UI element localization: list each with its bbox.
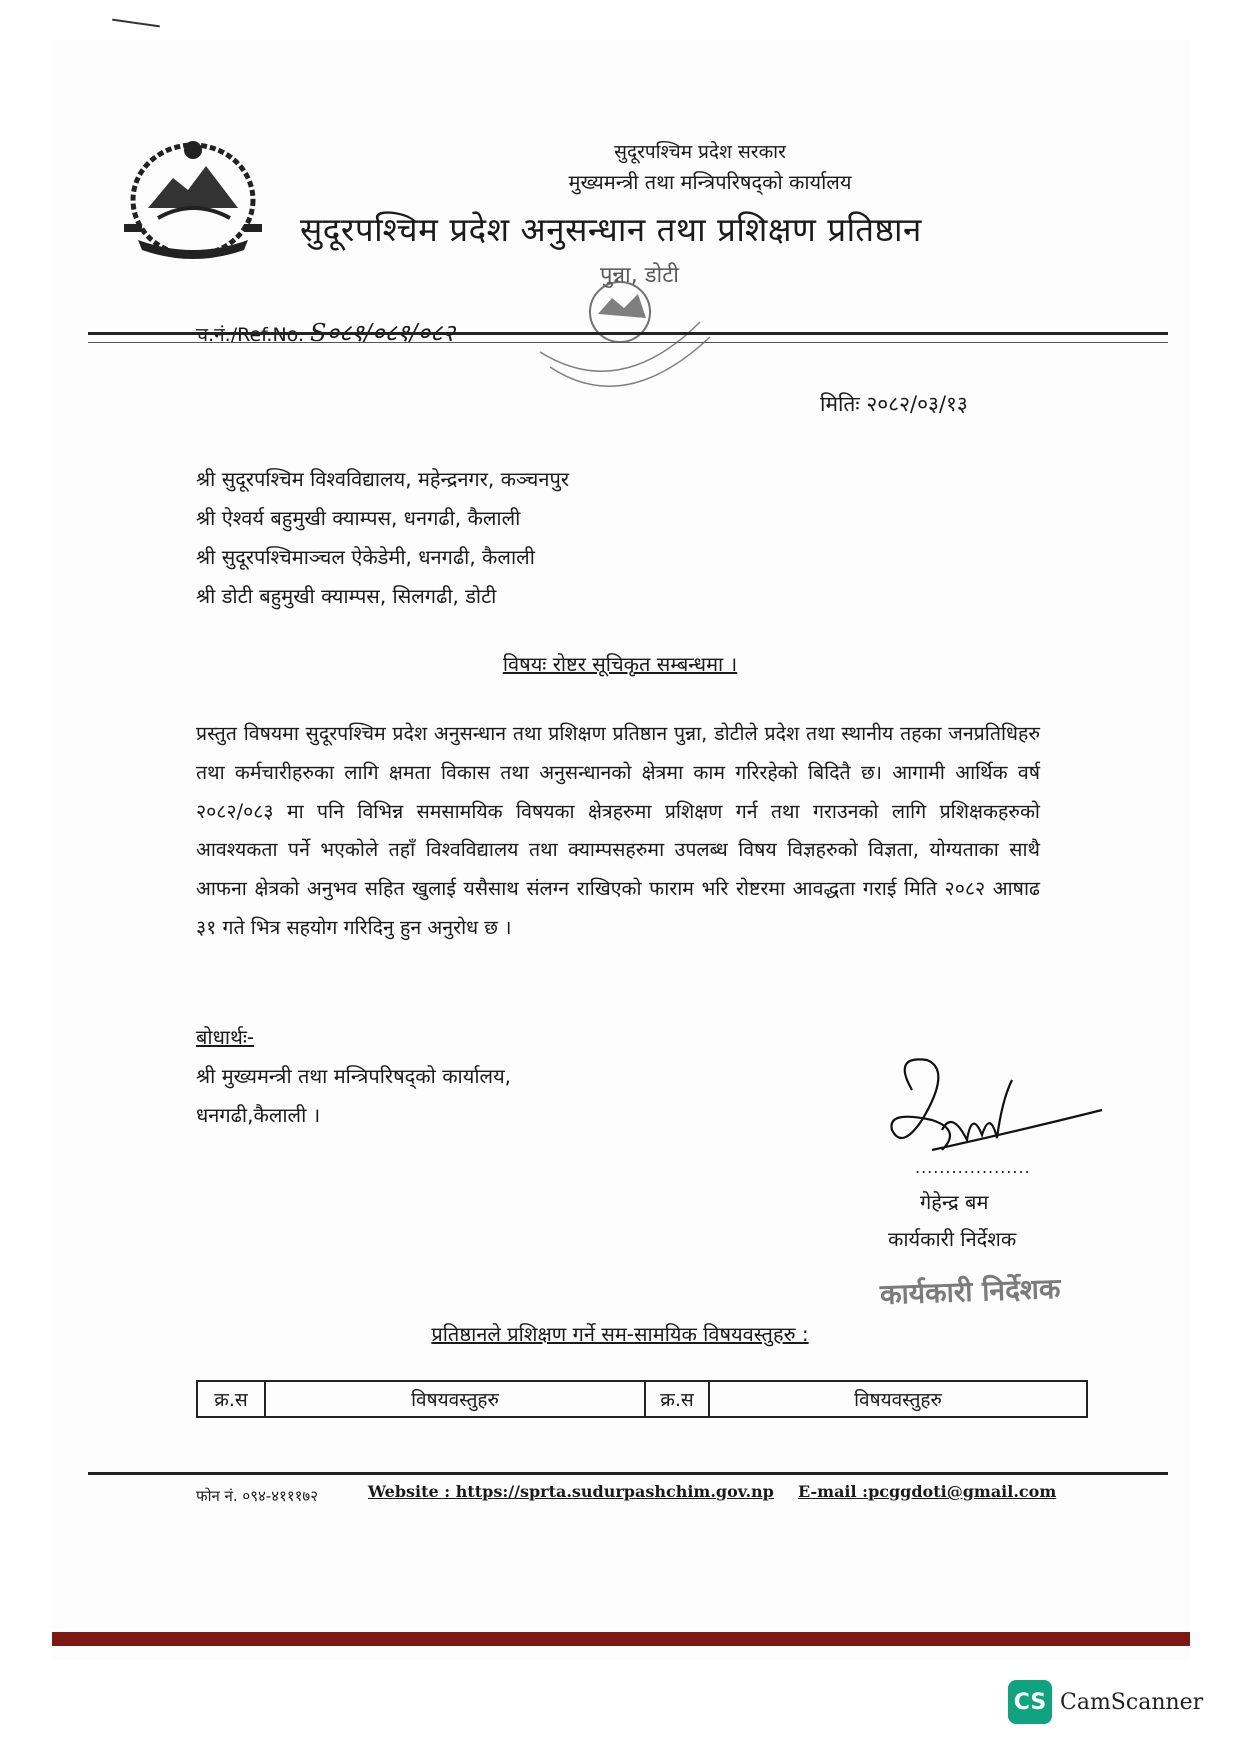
office-name: मुख्यमन्त्री तथा मन्त्रिपरिषद्को कार्यालय [568, 170, 852, 194]
footer-email-link[interactable]: E-mail :pcggdoti@gmail.com [798, 1482, 1057, 1501]
signatory-title: कार्यकारी निर्देशक [888, 1227, 1017, 1251]
cc-line: धनगढी,कैलाली । [196, 1103, 321, 1127]
header-divider [88, 332, 1168, 335]
institute-name: सुदूरपश्चिम प्रदेश अनुसन्धान तथा प्रशिक्षण प्रतिष्ठान [300, 210, 922, 249]
letter-body: प्रस्तुत विषयमा सुदूरपश्चिम प्रदेश अनुसन्धान तथा प्रशिक्षण प्रतिष्ठान पुन्ना, डोटीले प्रदेश तथा स्थानीय तहका जनप्रतिधिहरु तथा कर्मचारीहरुका लागि क्षमता विकास तथा अनुसन्धानको क्षेत्रमा काम गरिरहेको बिदितै छ। आगामी आर्थिक वर्ष २०८२/०८३ मा पनि विभिन्न समसामयिक विषयका क्षेत्रहरुमा प्रशिक्षण गर्न तथा गराउनको लागि प्रशिक्षकहरुको आवश्यकता पर्ने भएकोले तहाँ विश्वविद्यालय तथा क्याम्पसहरुमा उपलब्ध विषय विज्ञहरुको विज्ञता, योग्यताका साथै आफना क्षेत्रको अनुभव सहित खुलाई यसैसाथ संलग्न राखिएको फाराम भरि रोष्टरमा आवद्धता गराई मिति २०८२ आषाढ ३१ गते भित्र सहयोग गरिदिनु हुन अनुरोध छ । [196, 722, 1040, 939]
footer-divider [88, 1472, 1168, 1475]
topics-heading-text: प्रतिष्ठानले प्रशिक्षण गर्ने सम-सामयिक विषयवस्तुहरु : [431, 1322, 809, 1346]
footer-phone: फोन नं. ०९४-४१११७२ [196, 1487, 319, 1505]
corner-mark [112, 19, 160, 28]
letter-date [820, 390, 968, 418]
topics-heading [0, 1320, 1240, 1347]
header-divider-thin [88, 342, 1168, 343]
table-header-cell: क्र.स [198, 1382, 266, 1416]
topics-table-header [196, 1380, 1088, 1418]
svg-text:पुन्ना, डोटी: पुन्ना, डोटी [600, 263, 679, 288]
designation-stamp: कार्यकारी निर्देशक [879, 1271, 1061, 1312]
cc-line: श्री मुख्यमन्त्री तथा मन्त्रिपरिषद्को कार्यालय, [196, 1064, 512, 1088]
signature-line: ................... [915, 1158, 1031, 1177]
table-header-cell: विषयवस्तुहरु [854, 1389, 942, 1411]
table-header-cell: क्र.स [646, 1382, 710, 1416]
page-bottom-band [52, 1632, 1190, 1646]
date-label: मितिः [820, 392, 860, 416]
ref-label: च.नं./Ref.No. [196, 324, 305, 346]
footer-website-link[interactable]: Website : https://sprta.sudurpashchim.gov.np [368, 1482, 774, 1501]
signatory-name: गेहेन्द्र बम [920, 1190, 989, 1214]
camscanner-logo-icon: CS [1008, 1680, 1052, 1724]
office-seal-stamp [520, 252, 720, 422]
recipient-item: श्री सुदूरपश्चिम विश्वविद्यालय, महेन्द्रनगर, कञ्चनपुर [196, 467, 570, 491]
date-value: २०८२/०३/१३ [866, 392, 968, 416]
recipient-item: श्री सुदूरपश्चिमाञ्चल ऐकेडेमी, धनगढी, कैलाली [196, 545, 535, 569]
government-name: सुदूरपश्चिम प्रदेश सरकार [614, 141, 786, 163]
recipient-item: श्री ऐश्वर्य बहुमुखी क्याम्पस, धनगढी, कैलाली [196, 506, 521, 530]
recipient-item: श्री डोटी बहुमुखी क्याम्पस, सिलगढी, डोटी [196, 584, 497, 608]
cc-title: बोधार्थः- [196, 1025, 255, 1049]
subject-text: विषयः रोष्टर सूचिकृत सम्बन्धमा । [502, 652, 738, 676]
camscanner-watermark: CamScanner [1060, 1690, 1204, 1715]
table-header-cell: विषयवस्तुहरु [266, 1382, 646, 1416]
letter-subject [0, 650, 1240, 677]
ref-value: S०८१/०८१/०८२ [310, 319, 455, 347]
